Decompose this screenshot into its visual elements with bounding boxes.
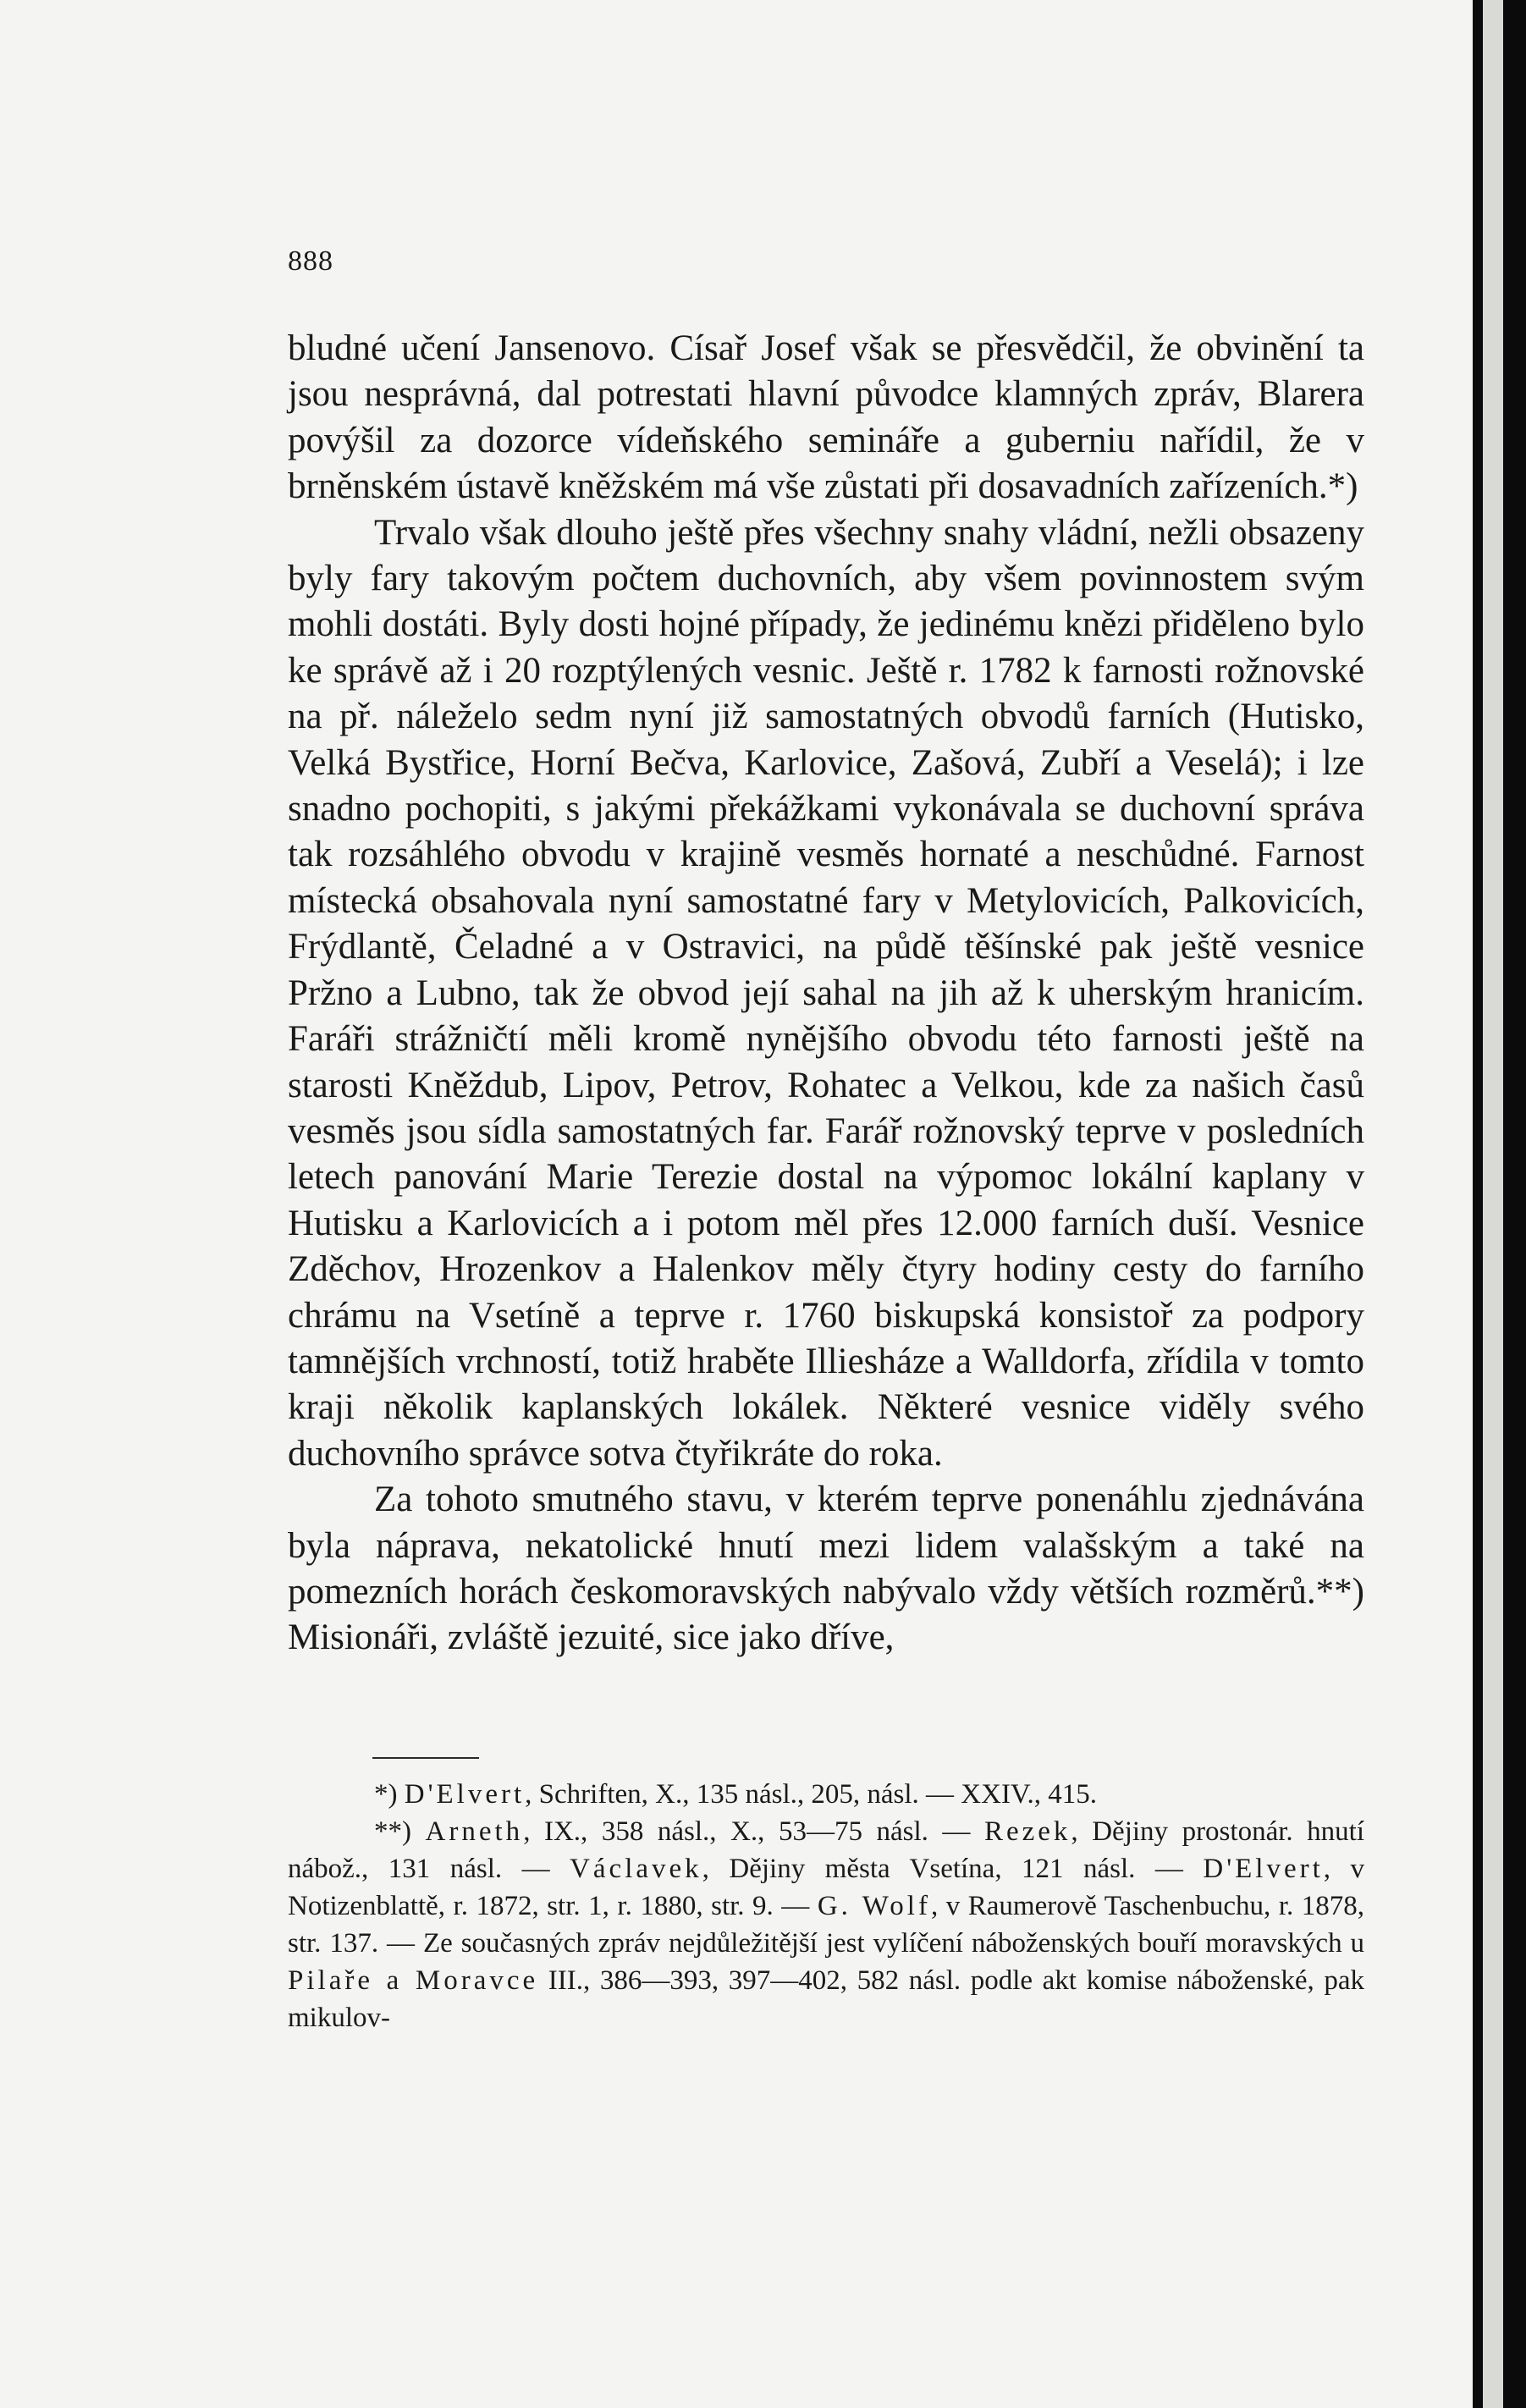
footnote-2-author-4: D'Elvert	[1203, 1854, 1324, 1884]
footnote-2-author-3: Václavek	[570, 1854, 702, 1884]
footnote-2-author-1: Arneth	[425, 1816, 524, 1847]
footnote-2-author-2: Rezek	[983, 1816, 1072, 1847]
paragraph-2: Trvalo však dlouho ještě přes všechny snahy vládní, nežli obsazeny byly fary takovým počtem duchovních, aby všem povinnostem svým mohli dostáti. Byly dosti hojné případy, že jedinému knězi přiděleno bylo ke správě až i 20 rozptýlených vesnic. Ještě r. 1782 k farnosti rožnovské na př. náleželo sedm nyní již samostatných obvodů farních (Hutisko, Velká Bystřice, Horní Bečva, Karlovice, Zašová, Zubří a Veselá); i lze snadno pochopiti, s jakými překážkami vykonávala se duchovní správa tak rozsáhlého obvodu v krajině vesměs hornaté a neschůdné. Farnost místecká obsahovala nyní samostatné fary v Metylovicích, Palkovicích, Frýdlantě, Čeladné a v Ostravici, na půdě těšínské pak ještě vesnice Pržno a Lubno, tak že obvod její sahal na jih až k uherským hranicím. Faráři strážničtí měli kromě nynějšího obvodu této farnosti ještě na starosti Kněždub, Lipov, Petrov, Rohatec a Velkou, kde za našich časů vesměs jsou sídla samostatných far. Farář rožnovský teprve v posledních letech panování Marie Terezie dostal na výpomoc lokální kaplany v Hutisku a Karlovicích a i potom měl přes 12.000 farních duší. Vesnice Zděchov, Hrozenkov a Halenkov měly čtyry hodiny cesty do farního chrámu na Vsetíně a teprve r. 1760 biskupská konsistoř za podpory tamnějších vrchností, totiž hraběte Illiesháze a Walldorfa, zřídila v tomto kraji několik kaplanských lokálek. Některé vesnice viděly svého duchovního správce sotva čtyřikráte do roka.	[288, 512, 1364, 1474]
paragraph-3: Za tohoto smutného stavu, v kterém teprve ponenáhlu zjednávána byla náprava, nekatolické hnutí mezi lidem valašským a také na pomezních horách českomoravských nabývalo vždy větších rozměrů.**) Misionáři, zvláště jezuité, sice jako dříve,	[288, 1480, 1364, 1658]
footnote-1-text: , Schriften, X., 135 násl., 205, násl. — XXIV., 415.	[525, 1779, 1098, 1810]
paragraph-1: bludné učení Jansenovo. Císař Josef však se přesvědčil, že obvinění ta jsou nesprávná, dal potrestati hlavní původce klamných zpráv, Blarera povýšil za dozorce vídeňského semináře a guberniu nařídil, že v brněnském ústavě kněžském má vše zůstati při dosavadních zařízeních.*)	[288, 328, 1364, 507]
page-number: 888	[288, 245, 333, 277]
footnote-2-part-4: , v Notizenblattě, r. 1872, str. 1, r. 1880, str. 9. —	[288, 1854, 1364, 1921]
footnote-2-part-3: , Dějiny města Vsetína, 121 násl. —	[702, 1854, 1204, 1884]
footnote-2-part-6: III., 386—393, 397—402, 582 násl. podle akt komise náboženské, pak mikulov-	[288, 1965, 1364, 2033]
footnote-2-author-5: G. Wolf	[817, 1891, 931, 1921]
footnote-1-marker: *)	[374, 1779, 398, 1810]
footnote-2	[288, 1813, 1364, 2036]
footnote-2-marker: **)	[374, 1816, 411, 1847]
footnote-separator	[372, 1757, 479, 1759]
footnote-2-part-5: , v Raumerově Taschenbuchu, r. 1878, str. 137. — Ze současných zpráv nejdůležitější jest vylíčení náboženských bouří moravských u	[288, 1891, 1364, 1959]
footnote-1	[288, 1776, 1364, 1813]
book-edge-strip	[1483, 0, 1503, 2408]
body-text	[288, 326, 1364, 1661]
footnote-2-part-1: , IX., 358 násl., X., 53—75 násl. —	[523, 1816, 984, 1847]
footnote-1-author: D'Elvert	[404, 1779, 526, 1810]
footnote-2-author-6: Pilaře a Moravce	[288, 1965, 539, 1996]
footnotes	[288, 1776, 1364, 2036]
footnote-2-part-2: , Dějiny prostonár. hnutí nábož., 131 násl. —	[288, 1816, 1365, 1884]
